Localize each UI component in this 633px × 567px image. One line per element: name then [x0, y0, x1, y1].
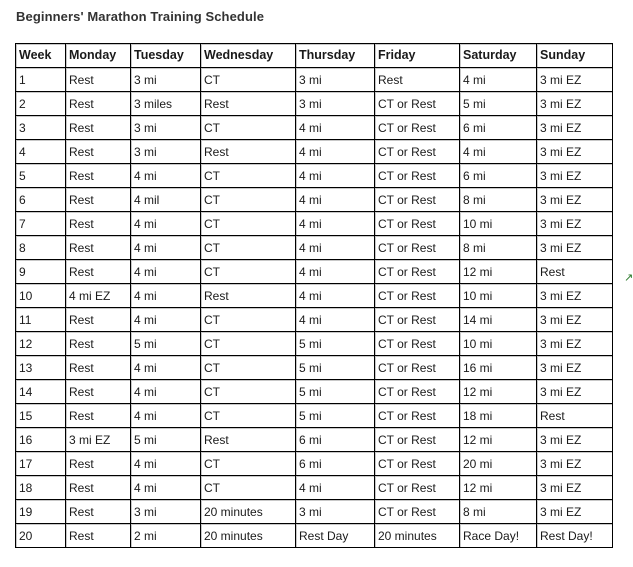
cell-tuesday: 4 mil [131, 188, 201, 212]
cell-tuesday: 4 mi [131, 476, 201, 500]
cell-saturday: 12 mi [460, 260, 537, 284]
table-row [16, 260, 613, 284]
cell-friday: CT or Rest [375, 140, 460, 164]
cell-wednesday: CT [201, 212, 296, 236]
cell-tuesday: 3 mi [131, 140, 201, 164]
cell-wednesday: CT [201, 404, 296, 428]
cell-saturday: 6 mi [460, 164, 537, 188]
cell-thursday: 4 mi [296, 476, 375, 500]
cell-monday: Rest [66, 476, 131, 500]
cell-wednesday: Rest [201, 284, 296, 308]
cell-monday: Rest [66, 500, 131, 524]
cell-thursday: 5 mi [296, 356, 375, 380]
cell-week: 19 [16, 500, 66, 524]
cell-friday: CT or Rest [375, 380, 460, 404]
table-row [16, 332, 613, 356]
cell-sunday: 3 mi EZ [537, 332, 613, 356]
table-row [16, 68, 613, 92]
cell-monday: Rest [66, 236, 131, 260]
cell-friday: CT or Rest [375, 404, 460, 428]
cell-sunday: 3 mi EZ [537, 236, 613, 260]
column-header-thursday: Thursday [296, 44, 375, 68]
cell-week: 11 [16, 308, 66, 332]
cell-week: 13 [16, 356, 66, 380]
column-header-week: Week [16, 44, 66, 68]
cell-tuesday: 4 mi [131, 212, 201, 236]
cell-sunday: 3 mi EZ [537, 140, 613, 164]
cell-thursday: Rest Day [296, 524, 375, 548]
cell-wednesday: CT [201, 356, 296, 380]
cell-sunday: 3 mi EZ [537, 212, 613, 236]
table-row [16, 116, 613, 140]
cell-week: 1 [16, 68, 66, 92]
table-row [16, 308, 613, 332]
cell-wednesday: CT [201, 308, 296, 332]
cell-saturday: 4 mi [460, 68, 537, 92]
cell-tuesday: 4 mi [131, 236, 201, 260]
cell-wednesday: 20 minutes [201, 500, 296, 524]
cell-thursday: 4 mi [296, 188, 375, 212]
table-row [16, 356, 613, 380]
cell-sunday: 3 mi EZ [537, 164, 613, 188]
cell-saturday: 16 mi [460, 356, 537, 380]
cell-sunday: Rest [537, 404, 613, 428]
cell-monday: Rest [66, 188, 131, 212]
table-row [16, 428, 613, 452]
cell-tuesday: 4 mi [131, 260, 201, 284]
cell-friday: 20 minutes [375, 524, 460, 548]
cell-wednesday: 20 minutes [201, 524, 296, 548]
cell-wednesday: CT [201, 380, 296, 404]
cell-week: 7 [16, 212, 66, 236]
cell-monday: Rest [66, 260, 131, 284]
cell-tuesday: 5 mi [131, 428, 201, 452]
table-row [16, 140, 613, 164]
cell-saturday: 6 mi [460, 116, 537, 140]
cell-thursday: 5 mi [296, 380, 375, 404]
column-header-saturday: Saturday [460, 44, 537, 68]
cell-saturday: 10 mi [460, 212, 537, 236]
cell-tuesday: 4 mi [131, 356, 201, 380]
cell-saturday: 20 mi [460, 452, 537, 476]
cell-saturday: 14 mi [460, 308, 537, 332]
cell-monday: Rest [66, 164, 131, 188]
cell-saturday: 5 mi [460, 92, 537, 116]
cell-saturday: 12 mi [460, 380, 537, 404]
header-row [16, 44, 613, 68]
edge-arrow-icon: ↗ [624, 272, 633, 284]
cell-sunday: 3 mi EZ [537, 308, 613, 332]
cell-week: 15 [16, 404, 66, 428]
cell-week: 9 [16, 260, 66, 284]
cell-week: 8 [16, 236, 66, 260]
cell-monday: Rest [66, 332, 131, 356]
cell-wednesday: CT [201, 68, 296, 92]
cell-friday: CT or Rest [375, 356, 460, 380]
table-row [16, 92, 613, 116]
table-row [16, 452, 613, 476]
cell-week: 3 [16, 116, 66, 140]
cell-week: 17 [16, 452, 66, 476]
cell-monday: 4 mi EZ [66, 284, 131, 308]
cell-wednesday: CT [201, 260, 296, 284]
table-body [16, 68, 613, 548]
table-row [16, 380, 613, 404]
cell-thursday: 4 mi [296, 116, 375, 140]
cell-friday: CT or Rest [375, 188, 460, 212]
cell-week: 4 [16, 140, 66, 164]
cell-friday: CT or Rest [375, 92, 460, 116]
cell-monday: Rest [66, 524, 131, 548]
table-row [16, 164, 613, 188]
cell-monday: Rest [66, 140, 131, 164]
cell-wednesday: CT [201, 476, 296, 500]
cell-monday: Rest [66, 404, 131, 428]
cell-sunday: 3 mi EZ [537, 476, 613, 500]
table-row [16, 188, 613, 212]
cell-monday: Rest [66, 116, 131, 140]
cell-monday: Rest [66, 356, 131, 380]
cell-sunday: Rest [537, 260, 613, 284]
cell-sunday: 3 mi EZ [537, 452, 613, 476]
cell-saturday: 10 mi [460, 284, 537, 308]
column-header-wednesday: Wednesday [201, 44, 296, 68]
cell-friday: CT or Rest [375, 164, 460, 188]
cell-saturday: 8 mi [460, 188, 537, 212]
cell-monday: Rest [66, 68, 131, 92]
cell-saturday: Race Day! [460, 524, 537, 548]
cell-thursday: 4 mi [296, 260, 375, 284]
cell-tuesday: 5 mi [131, 332, 201, 356]
cell-saturday: 12 mi [460, 428, 537, 452]
cell-week: 16 [16, 428, 66, 452]
cell-week: 12 [16, 332, 66, 356]
cell-friday: CT or Rest [375, 284, 460, 308]
cell-thursday: 4 mi [296, 236, 375, 260]
table-row [16, 404, 613, 428]
cell-monday: Rest [66, 308, 131, 332]
cell-sunday: 3 mi EZ [537, 116, 613, 140]
cell-monday: Rest [66, 452, 131, 476]
cell-sunday: 3 mi EZ [537, 428, 613, 452]
cell-thursday: 5 mi [296, 332, 375, 356]
cell-sunday: 3 mi EZ [537, 92, 613, 116]
cell-monday: Rest [66, 92, 131, 116]
cell-friday: CT or Rest [375, 500, 460, 524]
cell-friday: CT or Rest [375, 332, 460, 356]
cell-sunday: 3 mi EZ [537, 188, 613, 212]
table-row [16, 236, 613, 260]
cell-week: 14 [16, 380, 66, 404]
cell-tuesday: 3 miles [131, 92, 201, 116]
cell-friday: CT or Rest [375, 308, 460, 332]
cell-saturday: 18 mi [460, 404, 537, 428]
cell-wednesday: CT [201, 332, 296, 356]
cell-sunday: 3 mi EZ [537, 380, 613, 404]
cell-tuesday: 4 mi [131, 380, 201, 404]
cell-thursday: 4 mi [296, 308, 375, 332]
cell-tuesday: 3 mi [131, 116, 201, 140]
cell-saturday: 8 mi [460, 500, 537, 524]
cell-wednesday: Rest [201, 92, 296, 116]
cell-sunday: 3 mi EZ [537, 500, 613, 524]
cell-wednesday: CT [201, 236, 296, 260]
cell-wednesday: CT [201, 188, 296, 212]
cell-monday: 3 mi EZ [66, 428, 131, 452]
cell-sunday: 3 mi EZ [537, 356, 613, 380]
cell-week: 6 [16, 188, 66, 212]
cell-week: 2 [16, 92, 66, 116]
cell-wednesday: Rest [201, 428, 296, 452]
cell-wednesday: CT [201, 116, 296, 140]
cell-thursday: 4 mi [296, 164, 375, 188]
cell-monday: Rest [66, 380, 131, 404]
cell-thursday: 3 mi [296, 68, 375, 92]
cell-saturday: 8 mi [460, 236, 537, 260]
cell-friday: CT or Rest [375, 476, 460, 500]
cell-wednesday: CT [201, 452, 296, 476]
cell-week: 10 [16, 284, 66, 308]
cell-thursday: 4 mi [296, 140, 375, 164]
cell-week: 20 [16, 524, 66, 548]
cell-tuesday: 2 mi [131, 524, 201, 548]
column-header-monday: Monday [66, 44, 131, 68]
cell-week: 5 [16, 164, 66, 188]
cell-tuesday: 4 mi [131, 404, 201, 428]
cell-friday: CT or Rest [375, 116, 460, 140]
column-header-sunday: Sunday [537, 44, 613, 68]
cell-friday: CT or Rest [375, 428, 460, 452]
cell-tuesday: 4 mi [131, 452, 201, 476]
cell-tuesday: 4 mi [131, 284, 201, 308]
cell-sunday: 3 mi EZ [537, 284, 613, 308]
cell-wednesday: Rest [201, 140, 296, 164]
cell-thursday: 6 mi [296, 452, 375, 476]
cell-friday: CT or Rest [375, 260, 460, 284]
cell-sunday: 3 mi EZ [537, 68, 613, 92]
cell-friday: CT or Rest [375, 212, 460, 236]
cell-thursday: 4 mi [296, 212, 375, 236]
cell-tuesday: 4 mi [131, 308, 201, 332]
cell-wednesday: CT [201, 164, 296, 188]
cell-saturday: 10 mi [460, 332, 537, 356]
table-row [16, 500, 613, 524]
cell-tuesday: 3 mi [131, 68, 201, 92]
cell-sunday: Rest Day! [537, 524, 613, 548]
cell-thursday: 6 mi [296, 428, 375, 452]
column-header-tuesday: Tuesday [131, 44, 201, 68]
cell-monday: Rest [66, 212, 131, 236]
cell-saturday: 12 mi [460, 476, 537, 500]
table-row [16, 524, 613, 548]
cell-week: 18 [16, 476, 66, 500]
cell-tuesday: 4 mi [131, 164, 201, 188]
cell-friday: CT or Rest [375, 236, 460, 260]
table-row [16, 212, 613, 236]
column-header-friday: Friday [375, 44, 460, 68]
cell-friday: Rest [375, 68, 460, 92]
cell-thursday: 5 mi [296, 404, 375, 428]
training-schedule-table [15, 43, 613, 548]
cell-thursday: 3 mi [296, 92, 375, 116]
table-row [16, 284, 613, 308]
cell-saturday: 4 mi [460, 140, 537, 164]
table-row [16, 476, 613, 500]
page-title: Beginners' Marathon Training Schedule [16, 9, 265, 24]
cell-friday: CT or Rest [375, 452, 460, 476]
cell-thursday: 4 mi [296, 284, 375, 308]
cell-thursday: 3 mi [296, 500, 375, 524]
cell-tuesday: 3 mi [131, 500, 201, 524]
